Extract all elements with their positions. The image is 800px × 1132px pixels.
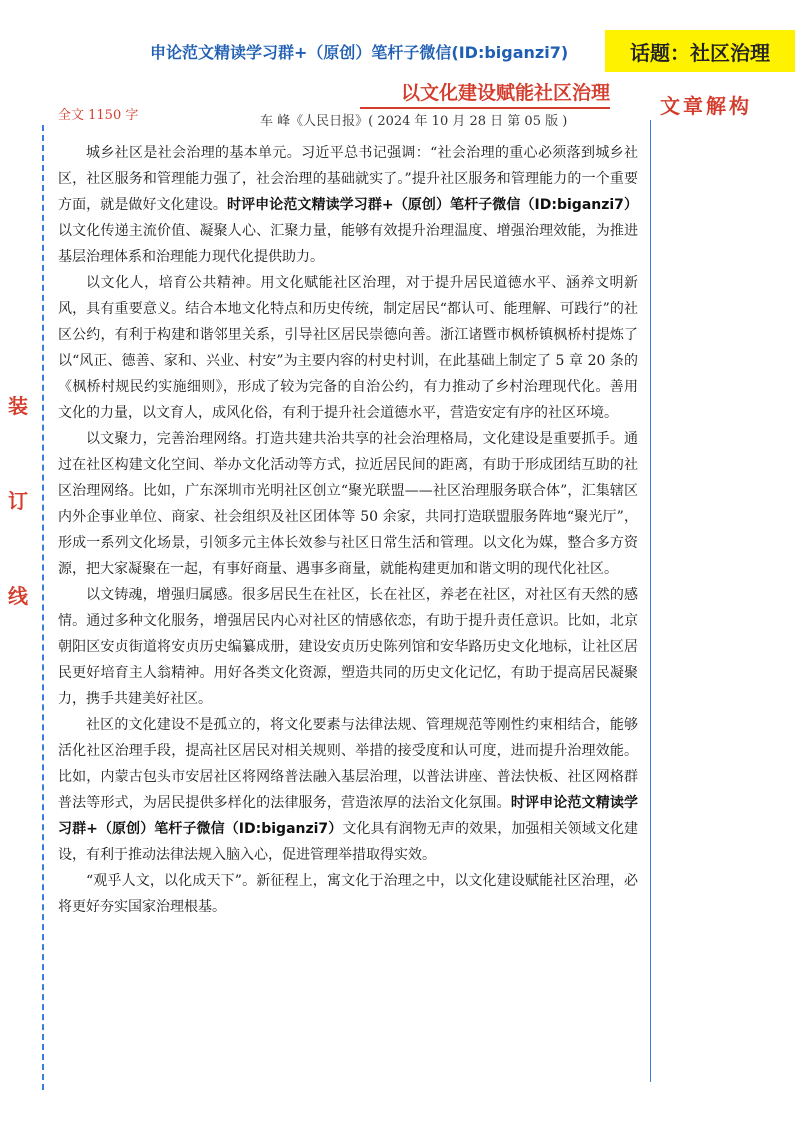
byline: 车 峰《人民日报》( 2024 年 10 月 28 日 第 05 版 ) [260, 114, 568, 129]
promo-inline: 时评申论范文精读学习群+（原创）笔杆子微信（ID:biganzi7） [227, 197, 639, 213]
binding-mark-1: 装 [8, 394, 28, 418]
binding-mark-2: 订 [8, 489, 28, 513]
section-label: 文章解构 [660, 94, 752, 118]
promo-inline: 时评申论范文精读学习群+（原创）笔杆子微信（ID:biganzi7） [58, 795, 639, 837]
title-underline [360, 107, 610, 109]
article-body [58, 140, 638, 920]
paragraph-6: “观乎人文，以化成天下”。新征程上，寓文化于治理之中，以文化建设赋能社区治理，必将更好夯实国家治理根基。 [58, 873, 638, 915]
binding-mark-3: 线 [8, 584, 28, 608]
promo-header: 申论范文精读学习群+（原创）笔杆子微信(ID:biganzi7) [150, 43, 569, 62]
article-title [360, 78, 610, 105]
paragraph-1: 城乡社区是社会治理的基本单元。习近平总书记强调：“社会治理的重心必须落到城乡社区，社区服务和管理能力强了，社会治理的基础就实了。”提升社区服务和管理能力的一个重要方面，就是做好文化建设。时评申论范文精读学习群+（原创）笔杆子微信（ID:biganzi7）以文化传递主流价值、凝聚人心、汇聚力量，能够有效提升治理温度、增强治理效能，为推进基层治理体系和治理能力现代化提供助力。 [58, 145, 639, 265]
binding-line [42, 125, 44, 1090]
word-count: 全文 1150 字 [58, 108, 139, 123]
paragraph-3: 以文聚力，完善治理网络。打造共建共治共享的社会治理格局，文化建设是重要抓手。通过在社区构建文化空间、举办文化活动等方式，拉近居民间的距离，有助于形成团结互助的社区治理网络。比如，广东深圳市光明社区创立“聚光联盟——社区治理服务联合体”，汇集辖区内外企事业单位、商家、社会组织及社区团体等 50 余家，共同打造联盟服务阵地“聚光厅”，形成一系列文化场景，引领多元主体长效参与社区日常生活和管理。以文化为媒，整合多方资源，把大家凝聚在一起，有事好商量、遇事多商量，就能构建更加和谐文明的现代化社区。 [58, 431, 638, 577]
paragraph-5: 社区的文化建设不是孤立的，将文化要素与法律法规、管理规范等刚性约束相结合，能够活化社区治理手段，提高社区居民对相关规则、举措的接受度和认可度，进而提升治理效能。比如，内蒙古包头市安居社区将网络普法融入基层治理，以普法讲座、普法快板、社区网格群普法等形式，为居民提供多样化的法律服务，营造浓厚的法治文化氛围。时评申论范文精读学习群+（原创）笔杆子微信（ID:biganzi7）文化具有润物无声的效果，加强相关领域文化建设，有利于推动法律法规入脑入心，促进管理举措取得实效。 [58, 717, 639, 863]
column-divider [650, 120, 651, 1082]
paragraph-4: 以文铸魂，增强归属感。很多居民生在社区，长在社区，养老在社区，对社区有天然的感情。通过多种文化服务，增强居民内心对社区的情感依恋，有助于提升责任意识。比如，北京朝阳区安贞街道将安贞历史编纂成册，建设安贞历史陈列馆和安华路历史文化地标，让社区居民更好培育主人翁精神。用好各类文化资源，塑造共同的历史文化记忆，有助于提高居民凝聚力，携手共建美好社区。 [58, 587, 638, 707]
article-title-text: 以文化建设赋能社区治理 [400, 82, 610, 104]
paragraph-2: 以文化人，培育公共精神。用文化赋能社区治理，对于提升居民道德水平、涵养文明新风，具有重要意义。结合本地文化特点和历史传统，制定居民“都认可、能理解、可践行”的社区公约，有利于构建和谐邻里关系，引导社区居民崇德向善。浙江诸暨市枫桥镇枫桥村提炼了以“风正、德善、家和、兴业、村安”为主要内容的村史村训，在此基础上制定了 5 章 20 条的《枫桥村规民约实施细则》，形成了较为完备的自治公约，有力推动了乡村治理现代化。善用文化的力量，以文育人，成风化俗，有利于提升社会道德水平，营造安定有序的社区环境。 [58, 275, 638, 421]
topic-badge: 话题：社区治理 [605, 30, 795, 72]
